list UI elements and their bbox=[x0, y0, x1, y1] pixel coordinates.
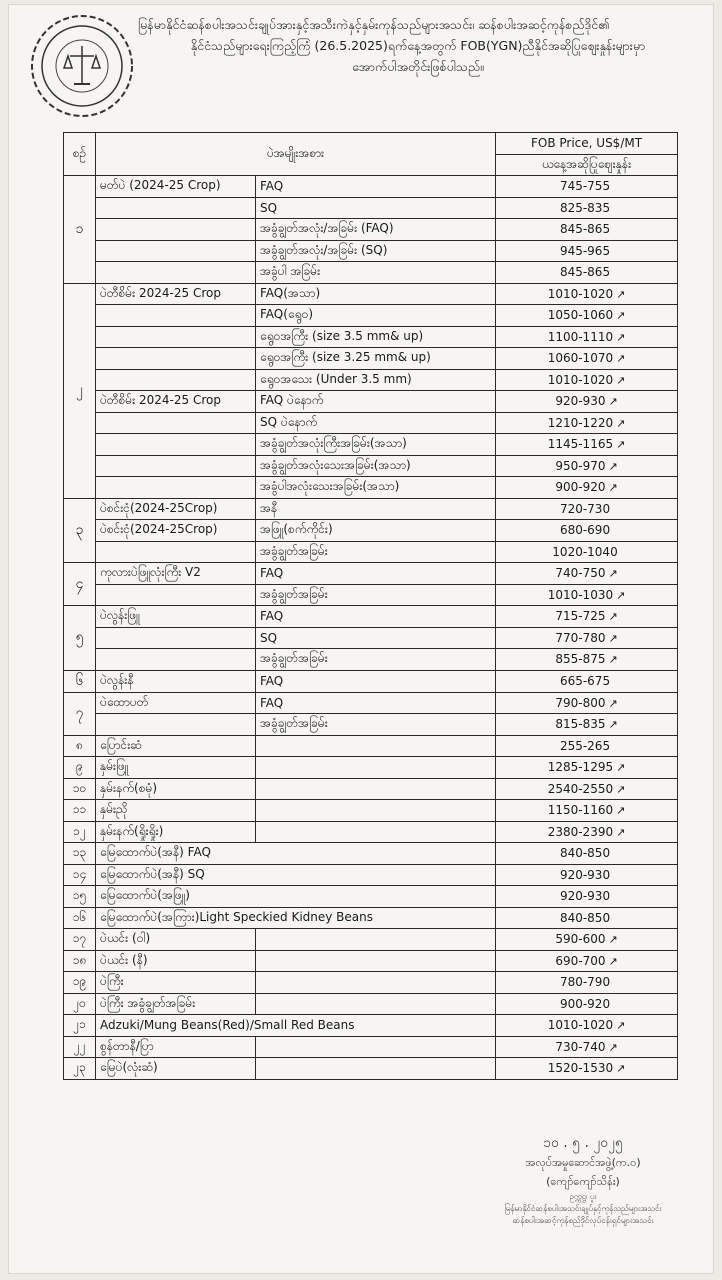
header-line-2: နိုင်ငံသည်များရေးကြည့်ကြံ (26.5.2025)ရက်နေ့အတွက် FOB(YGN)ညီနိုင်အဆိုပြုဈေးနှုန်းများမှာ bbox=[190, 38, 646, 53]
table-row bbox=[64, 800, 678, 822]
product-grade bbox=[256, 993, 496, 1015]
product-name bbox=[96, 326, 256, 348]
product-grade: FAQ bbox=[256, 692, 496, 714]
check-mark-icon: ↗ bbox=[608, 696, 618, 710]
price-cell bbox=[496, 1058, 678, 1080]
signature-org-2: ဆန်စပါးအဆင့်ကုန်စည်ဒိုင်လုပ်ငန်းရှင်များအသင်း bbox=[512, 1216, 654, 1225]
table-row bbox=[64, 541, 678, 563]
table-row bbox=[64, 757, 678, 779]
product-name bbox=[96, 714, 256, 736]
price-cell bbox=[496, 455, 678, 477]
product-grade: အခွံပါ အခြမ်း bbox=[256, 262, 496, 284]
price-value: 1150-1160 bbox=[547, 803, 614, 818]
product-name: ပဲယင်း (ဝါ) bbox=[96, 929, 256, 951]
row-number: ၁၃ bbox=[64, 843, 96, 865]
price-cell bbox=[496, 993, 678, 1015]
product-grade: SQ bbox=[256, 197, 496, 219]
price-cell bbox=[496, 907, 678, 929]
product-name bbox=[96, 197, 256, 219]
product-name: ပြောင်းဆံ bbox=[96, 735, 256, 757]
price-value: 690-700 bbox=[555, 953, 606, 968]
price-value: 840-850 bbox=[559, 910, 611, 925]
row-number: ၁၈ bbox=[64, 950, 96, 972]
check-mark-icon: ↗ bbox=[616, 330, 626, 344]
price-value: 840-850 bbox=[559, 846, 611, 861]
product-grade bbox=[256, 950, 496, 972]
table-row bbox=[64, 735, 678, 757]
table-row bbox=[64, 993, 678, 1015]
product-grade: SQ bbox=[256, 627, 496, 649]
product-name: ပဲကြီး အခွံချွတ်အခြမ်း bbox=[96, 993, 256, 1015]
price-cell bbox=[496, 757, 678, 779]
price-value: 1100-1110 bbox=[547, 329, 614, 344]
price-value: 855-875 bbox=[555, 652, 606, 667]
price-value: 900-920 bbox=[559, 996, 611, 1011]
price-value: 730-740 bbox=[555, 1039, 606, 1054]
price-value: 2380-2390 bbox=[547, 824, 614, 839]
product-grade: အခွံချွတ်အခြမ်း bbox=[256, 584, 496, 606]
price-value: 1145-1165 bbox=[547, 437, 614, 452]
price-value: 740-750 bbox=[555, 566, 606, 581]
association-seal-icon bbox=[28, 12, 136, 120]
price-value: 790-800 bbox=[555, 695, 606, 710]
product-grade bbox=[256, 929, 496, 951]
product-grade: အခွံပါအလုံးသေးအခြမ်း(အသာ) bbox=[256, 477, 496, 499]
product-name: နှမ်းနက်(စမုံ) bbox=[96, 778, 256, 800]
product-name bbox=[96, 348, 256, 370]
product-grade bbox=[256, 972, 496, 994]
table-row bbox=[64, 369, 678, 391]
table-row bbox=[64, 670, 678, 692]
price-value: 745-755 bbox=[559, 179, 611, 194]
check-mark-icon: ↗ bbox=[616, 1019, 626, 1033]
table-row bbox=[64, 1036, 678, 1058]
check-mark-icon: ↗ bbox=[616, 782, 626, 796]
price-cell bbox=[496, 778, 678, 800]
product-name bbox=[96, 305, 256, 327]
table-row bbox=[64, 434, 678, 456]
row-number: ၂၀ bbox=[64, 993, 96, 1015]
check-mark-icon: ↗ bbox=[616, 416, 626, 430]
table-row bbox=[64, 262, 678, 284]
price-value: 2540-2550 bbox=[547, 781, 614, 796]
row-number: ၁၀ bbox=[64, 778, 96, 800]
table-row bbox=[64, 520, 678, 542]
price-cell bbox=[496, 391, 678, 413]
price-table-body bbox=[64, 176, 678, 1080]
product-name: ပဲယင်း (နီ) bbox=[96, 950, 256, 972]
product-name bbox=[96, 584, 256, 606]
product-name: ပဲလွန်းဖြူ bbox=[96, 606, 256, 628]
product-name bbox=[96, 434, 256, 456]
row-number: ၈ bbox=[64, 735, 96, 757]
product-name bbox=[96, 627, 256, 649]
price-cell bbox=[496, 262, 678, 284]
price-cell bbox=[496, 520, 678, 542]
price-cell bbox=[496, 326, 678, 348]
price-value: 945-965 bbox=[559, 243, 611, 258]
price-value: 665-675 bbox=[559, 674, 611, 688]
check-mark-icon: ↗ bbox=[608, 631, 618, 645]
price-cell bbox=[496, 929, 678, 951]
product-name: ပဲတီစိမ်း 2024-25 Crop bbox=[96, 283, 256, 305]
price-value: 255-265 bbox=[559, 738, 611, 753]
product-name bbox=[96, 369, 256, 391]
check-mark-icon: ↗ bbox=[616, 825, 626, 839]
table-row bbox=[64, 886, 678, 908]
product-name bbox=[96, 649, 256, 671]
price-value: 1010-1020 bbox=[547, 286, 614, 301]
header-line-1: မြန်မာနိုင်ငံဆန်စပါးအသင်းချုပ်အားနှင့်အသီးကဲနှင့်နှမ်းကုန်သည်များအသင်း၊ ဆန်စပါးအဆင့်ကုန်စည်ဒိုင်၏ bbox=[138, 17, 610, 32]
row-number: ၂၁ bbox=[64, 1015, 96, 1037]
price-cell bbox=[496, 584, 678, 606]
product-name: မြေထောက်ပဲ(အနီ) SQ bbox=[96, 864, 496, 886]
signature-title: အလုပ်အမှုဆောင်အဖွဲ့(က.၀) bbox=[525, 1156, 641, 1169]
row-number: ၁၄ bbox=[64, 864, 96, 886]
check-mark-icon: ↗ bbox=[616, 287, 626, 301]
col-header-price-top: FOB Price, US$/MT bbox=[496, 133, 678, 155]
price-table bbox=[63, 132, 678, 1080]
product-name: စွန်တာနီ/ပြာ bbox=[96, 1036, 256, 1058]
row-number: ၁၂ bbox=[64, 821, 96, 843]
table-row bbox=[64, 627, 678, 649]
check-mark-icon: ↗ bbox=[616, 309, 626, 323]
product-grade: FAQ(အသာ) bbox=[256, 283, 496, 305]
price-value: 920-930 bbox=[559, 867, 611, 882]
price-cell bbox=[496, 714, 678, 736]
table-row bbox=[64, 240, 678, 262]
table-row bbox=[64, 950, 678, 972]
price-cell bbox=[496, 477, 678, 499]
table-row bbox=[64, 219, 678, 241]
product-name: ကုလားပဲဖြူလုံးကြီး V2 bbox=[96, 563, 256, 585]
row-number: ၂၂ bbox=[64, 1036, 96, 1058]
row-number: ၂၃ bbox=[64, 1058, 96, 1080]
product-name bbox=[96, 455, 256, 477]
product-grade bbox=[256, 778, 496, 800]
product-grade: ရွေ၀အသေး (Under 3.5 mm) bbox=[256, 369, 496, 391]
check-mark-icon: ↗ bbox=[608, 481, 618, 495]
product-grade bbox=[256, 757, 496, 779]
table-row bbox=[64, 391, 678, 413]
product-grade: အခွံချွတ်အလုံးကြီးအခြမ်း(အသာ) bbox=[256, 434, 496, 456]
price-cell bbox=[496, 606, 678, 628]
price-cell bbox=[496, 412, 678, 434]
price-cell bbox=[496, 305, 678, 327]
check-mark-icon: ↗ bbox=[616, 1062, 626, 1076]
product-grade bbox=[256, 821, 496, 843]
check-mark-icon: ↗ bbox=[608, 933, 618, 947]
price-cell bbox=[496, 176, 678, 198]
table-row bbox=[64, 412, 678, 434]
product-name bbox=[96, 219, 256, 241]
price-value: 680-690 bbox=[559, 523, 611, 538]
product-name: မြေပဲ(လုံးဆံ) bbox=[96, 1058, 256, 1080]
product-name: ပဲထောပတ် bbox=[96, 692, 256, 714]
product-grade: FAQ bbox=[256, 563, 496, 585]
product-name: Adzuki/Mung Beans(Red)/Small Red Beans bbox=[96, 1015, 496, 1037]
table-row bbox=[64, 929, 678, 951]
price-value: 1210-1220 bbox=[547, 415, 614, 430]
product-name bbox=[96, 477, 256, 499]
check-mark-icon: ↗ bbox=[608, 610, 618, 624]
price-value: 780-790 bbox=[559, 975, 611, 990]
product-grade: FAQ(ရွေ၀) bbox=[256, 305, 496, 327]
table-row bbox=[64, 778, 678, 800]
product-name: ပဲစင်းငုံ(2024-25Crop) bbox=[96, 498, 256, 520]
price-value: 845-865 bbox=[559, 265, 611, 280]
price-cell bbox=[496, 843, 678, 865]
price-cell bbox=[496, 563, 678, 585]
table-row bbox=[64, 692, 678, 714]
check-mark-icon: ↗ bbox=[616, 438, 626, 452]
signature-block bbox=[468, 1134, 698, 1227]
price-value: 590-600 bbox=[555, 932, 606, 947]
check-mark-icon: ↗ bbox=[608, 395, 618, 409]
product-name: မြေထောက်ပဲ(အကြား)Light Speckied Kidney Beans bbox=[96, 907, 496, 929]
signature-subtitle: (ကျော်ကျော်သိန်း) bbox=[546, 1175, 620, 1188]
signature-date: ၁၀ . ၅ . ၂၀၂၅ bbox=[543, 1135, 623, 1151]
product-grade bbox=[256, 735, 496, 757]
check-mark-icon: ↗ bbox=[608, 1040, 618, 1054]
row-number: ၁၁ bbox=[64, 800, 96, 822]
price-cell bbox=[496, 821, 678, 843]
table-row bbox=[64, 1015, 678, 1037]
product-name bbox=[96, 412, 256, 434]
row-number: ၁ bbox=[64, 176, 96, 284]
price-value: 815-835 bbox=[555, 717, 606, 732]
table-row bbox=[64, 649, 678, 671]
product-grade: အခွံချွတ်အခြမ်း bbox=[256, 541, 496, 563]
price-value: 1010-1020 bbox=[547, 1018, 614, 1033]
price-cell bbox=[496, 498, 678, 520]
price-value: 770-780 bbox=[555, 630, 606, 645]
check-mark-icon: ↗ bbox=[616, 373, 626, 387]
price-value: 825-835 bbox=[559, 200, 611, 215]
document-header bbox=[138, 14, 698, 77]
product-name: နှမ်းဖြူ bbox=[96, 757, 256, 779]
product-name: မတ်ပဲ (2024-25 Crop) bbox=[96, 176, 256, 198]
product-grade: FAQ bbox=[256, 670, 496, 692]
row-number: ၉ bbox=[64, 757, 96, 779]
price-cell bbox=[496, 670, 678, 692]
price-cell bbox=[496, 369, 678, 391]
price-cell bbox=[496, 1036, 678, 1058]
price-value: 1010-1030 bbox=[547, 587, 614, 602]
product-name: မြေထောက်ပဲ(အနီ) FAQ bbox=[96, 843, 496, 865]
product-name: ပဲလွန်းနီ bbox=[96, 670, 256, 692]
table-row bbox=[64, 348, 678, 370]
price-value: 920-930 bbox=[555, 394, 606, 409]
row-number: ၇ bbox=[64, 692, 96, 735]
product-name bbox=[96, 240, 256, 262]
check-mark-icon: ↗ bbox=[616, 804, 626, 818]
product-grade: အဖြူ(စက်ကိုင်း) bbox=[256, 520, 496, 542]
product-grade: အခွံချွတ်အခြမ်း bbox=[256, 714, 496, 736]
row-number: ၁၇ bbox=[64, 929, 96, 951]
product-name: နှမ်းညို bbox=[96, 800, 256, 822]
price-value: 1050-1060 bbox=[547, 308, 614, 323]
price-cell bbox=[496, 240, 678, 262]
check-mark-icon: ↗ bbox=[608, 718, 618, 732]
col-header-price-bottom: ယနေ့အဆိုပြုဈေးနှုန်း bbox=[496, 154, 678, 176]
row-number: ၃ bbox=[64, 498, 96, 563]
price-cell bbox=[496, 434, 678, 456]
price-value: 900-920 bbox=[555, 480, 606, 495]
product-grade: အခွံချွတ်အခြမ်း bbox=[256, 649, 496, 671]
table-row bbox=[64, 864, 678, 886]
price-cell bbox=[496, 735, 678, 757]
product-grade: FAQ bbox=[256, 176, 496, 198]
price-cell bbox=[496, 972, 678, 994]
table-row bbox=[64, 197, 678, 219]
table-row bbox=[64, 283, 678, 305]
product-grade: FAQ ပဲနောက် bbox=[256, 391, 496, 413]
price-cell bbox=[496, 541, 678, 563]
table-row bbox=[64, 584, 678, 606]
table-row bbox=[64, 907, 678, 929]
price-value: 1060-1070 bbox=[547, 351, 614, 366]
table-row bbox=[64, 606, 678, 628]
product-name: မြေထောက်ပဲ(အဖြူ) bbox=[96, 886, 496, 908]
check-mark-icon: ↗ bbox=[608, 653, 618, 667]
row-number: ၆ bbox=[64, 670, 96, 692]
product-grade: အခွံချွတ်အလုံး/အခြမ်း (FAQ) bbox=[256, 219, 496, 241]
product-grade: အခွံချွတ်အလုံး/အခြမ်း (SQ) bbox=[256, 240, 496, 262]
row-number: ၅ bbox=[64, 606, 96, 671]
product-grade bbox=[256, 800, 496, 822]
price-value: 920-930 bbox=[559, 889, 611, 904]
price-cell bbox=[496, 197, 678, 219]
signature-role: ဥက္ကဋ္ဌ၊ ပူး bbox=[569, 1192, 597, 1201]
price-value: 715-725 bbox=[555, 609, 606, 624]
product-name bbox=[96, 541, 256, 563]
row-number: ၂ bbox=[64, 283, 96, 498]
col-header-no: စဉ် bbox=[64, 133, 96, 176]
check-mark-icon: ↗ bbox=[616, 588, 626, 602]
product-grade: ရွေ၀အကြီး (size 3.25 mm& up) bbox=[256, 348, 496, 370]
table-row bbox=[64, 843, 678, 865]
product-name: နှမ်းနက်(ရှိုးရှိုး) bbox=[96, 821, 256, 843]
table-row bbox=[64, 176, 678, 198]
product-grade: ရွေ၀အကြီး (size 3.5 mm& up) bbox=[256, 326, 496, 348]
check-mark-icon: ↗ bbox=[616, 352, 626, 366]
check-mark-icon: ↗ bbox=[616, 761, 626, 775]
check-mark-icon: ↗ bbox=[608, 954, 618, 968]
price-cell bbox=[496, 627, 678, 649]
table-row bbox=[64, 498, 678, 520]
price-cell bbox=[496, 886, 678, 908]
table-row bbox=[64, 305, 678, 327]
product-name bbox=[96, 262, 256, 284]
price-value: 1520-1530 bbox=[547, 1061, 614, 1076]
price-value: 1010-1020 bbox=[547, 372, 614, 387]
table-row bbox=[64, 477, 678, 499]
product-grade bbox=[256, 1036, 496, 1058]
price-value: 1285-1295 bbox=[547, 760, 614, 775]
row-number: ၁၅ bbox=[64, 886, 96, 908]
price-value: 845-865 bbox=[559, 222, 611, 237]
table-row bbox=[64, 972, 678, 994]
table-row bbox=[64, 455, 678, 477]
table-row bbox=[64, 1058, 678, 1080]
product-grade: FAQ bbox=[256, 606, 496, 628]
product-name: ပဲကြီး bbox=[96, 972, 256, 994]
product-grade: SQ ပဲနောက် bbox=[256, 412, 496, 434]
price-cell bbox=[496, 348, 678, 370]
price-cell bbox=[496, 800, 678, 822]
table-row bbox=[64, 563, 678, 585]
price-value: 1020-1040 bbox=[552, 544, 618, 559]
table-row bbox=[64, 821, 678, 843]
price-cell bbox=[496, 649, 678, 671]
row-number: ၁၉ bbox=[64, 972, 96, 994]
row-number: ၄ bbox=[64, 563, 96, 606]
product-grade bbox=[256, 1058, 496, 1080]
product-name: ပဲတီစိမ်း 2024-25 Crop bbox=[96, 391, 256, 413]
price-cell bbox=[496, 864, 678, 886]
price-cell bbox=[496, 1015, 678, 1037]
product-grade: အခွံချွတ်အလုံးသေးအခြမ်း(အသာ) bbox=[256, 455, 496, 477]
signature-org-1: မြန်မာနိုင်ငံဆန်စပါးအသင်းချုပ်နှင့်ကုန်သည်များအသင်း bbox=[504, 1204, 662, 1213]
document-page bbox=[8, 4, 714, 1274]
price-value: 720-730 bbox=[559, 501, 611, 516]
price-cell bbox=[496, 692, 678, 714]
check-mark-icon: ↗ bbox=[608, 567, 618, 581]
price-cell bbox=[496, 950, 678, 972]
product-grade: အနီ bbox=[256, 498, 496, 520]
price-value: 950-970 bbox=[555, 458, 606, 473]
price-cell bbox=[496, 283, 678, 305]
table-row bbox=[64, 326, 678, 348]
header-line-3: အောက်ပါအတိုင်းဖြစ်ပါသည်။ bbox=[352, 59, 484, 74]
row-number: ၁၆ bbox=[64, 907, 96, 929]
check-mark-icon: ↗ bbox=[608, 459, 618, 473]
col-header-type: ပဲအမျိုးအစား bbox=[96, 133, 496, 176]
product-name: ပဲစင်းငုံ(2024-25Crop) bbox=[96, 520, 256, 542]
table-row bbox=[64, 714, 678, 736]
price-cell bbox=[496, 219, 678, 241]
